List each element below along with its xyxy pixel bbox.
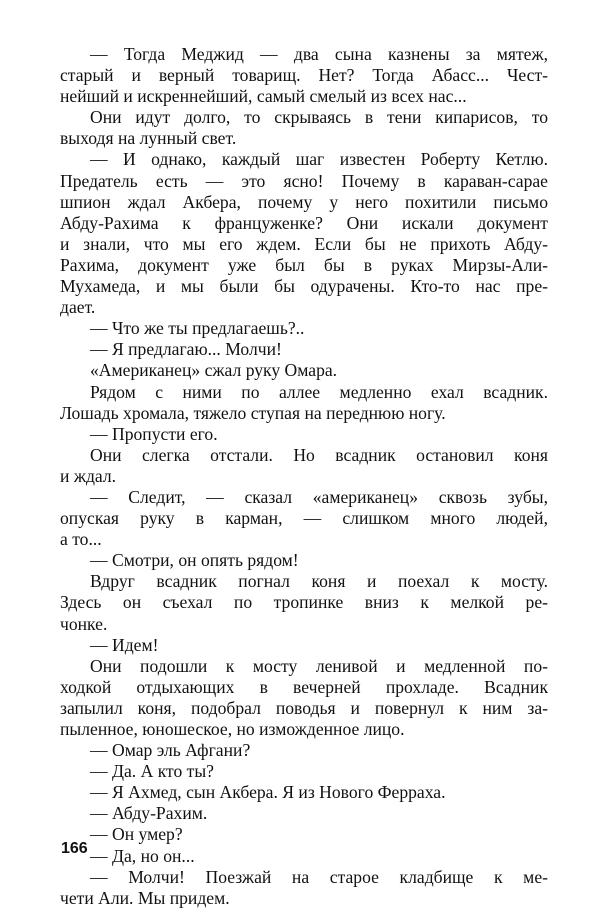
text-line: Рядом с ними по аллее медленно ехал всадник. <box>90 381 548 402</box>
text-line: Они слегка отстали. Но всадник остановил коня <box>90 444 548 465</box>
text-line: — Да, но он... <box>90 845 195 866</box>
text-line: — Да. А кто ты? <box>90 761 214 782</box>
text-line: дает. <box>60 297 96 318</box>
text-line: — Тогда Меджид — два сына казнены за мятеж, <box>90 44 548 64</box>
text-line: Они идут долго, то скрываясь в тени кипарисов, то <box>90 107 548 128</box>
text-line: а то... <box>60 529 102 550</box>
text-line: — Он умер? <box>90 824 183 845</box>
text-line: — Что же ты предлагаешь?.. <box>90 318 305 339</box>
text-line: — Смотри, он опять рядом! <box>90 550 299 571</box>
page-text <box>60 44 548 909</box>
text-line: — Абду-Рахим. <box>90 803 208 824</box>
text-line: и знали, что мы его ждем. Если бы не прихоть Абду- <box>60 233 548 254</box>
text-line: — Пропусти его. <box>90 423 218 444</box>
text-line: Рахима, документ уже был бы в руках Мирзы-Али- <box>60 254 548 275</box>
text-line: — Идем! <box>90 634 159 655</box>
text-line: Предатель есть — это ясно! Почему в караван-сарае <box>60 170 548 191</box>
text-line: Здесь он съехал по тропинке вниз к мелкой ре- <box>60 592 548 613</box>
text-line: ходкой отдыхающих в вечерней прохладе. Всадник <box>60 676 548 697</box>
text-line: выходя на лунный свет. <box>60 128 237 149</box>
text-line: чети Али. Мы придем. <box>60 887 230 908</box>
text-line: старый и верный товарищ. Нет? Тогда Абасс... Чест- <box>60 65 548 86</box>
page-number: 166 <box>61 840 88 857</box>
text-line: Лошадь хромала, тяжело ступая на переднюю ногу. <box>60 402 446 423</box>
text-line: — Я предлагаю... Молчи! <box>90 339 282 360</box>
text-line: — Следит, — сказал «американец» сквозь зубы, <box>90 486 548 507</box>
text-line: Абду-Рахима к француженке? Они искали документ <box>60 212 548 233</box>
text-line: пыленное, юношеское, но изможденное лицо. <box>60 719 405 739</box>
text-line: — Я Ахмед, сын Акбера. Я из Нового Ферраха. <box>90 782 446 803</box>
text-line: — И однако, каждый шаг известен Роберту Кетлю. <box>90 149 548 170</box>
text-line: чонке. <box>60 613 108 634</box>
text-line: запылил коня, подобрал поводья и повернул к ним за- <box>60 697 548 718</box>
text-line: и ждал. <box>60 465 117 486</box>
text-line: Они подошли к мосту ленивой и медленной по- <box>90 655 548 676</box>
text-line: «Американец» сжал руку Омара. <box>90 360 338 381</box>
text-line: опуская руку в карман, — слишком много людей, <box>60 508 548 529</box>
text-line: — Молчи! Поезжай на старое кладбище к ме- <box>90 866 548 887</box>
text-line: Вдруг всадник погнал коня и поехал к мосту. <box>90 571 548 592</box>
text-line: — Омар эль Афгани? <box>90 740 251 761</box>
text-line: Мухамеда, и мы были бы одурачены. Кто-то нас пре- <box>60 276 548 297</box>
text-line: нейший и искреннейший, самый смелый из всех нас... <box>60 86 467 107</box>
text-line: шпион ждал Акбера, почему у него похитили письмо <box>60 191 548 212</box>
